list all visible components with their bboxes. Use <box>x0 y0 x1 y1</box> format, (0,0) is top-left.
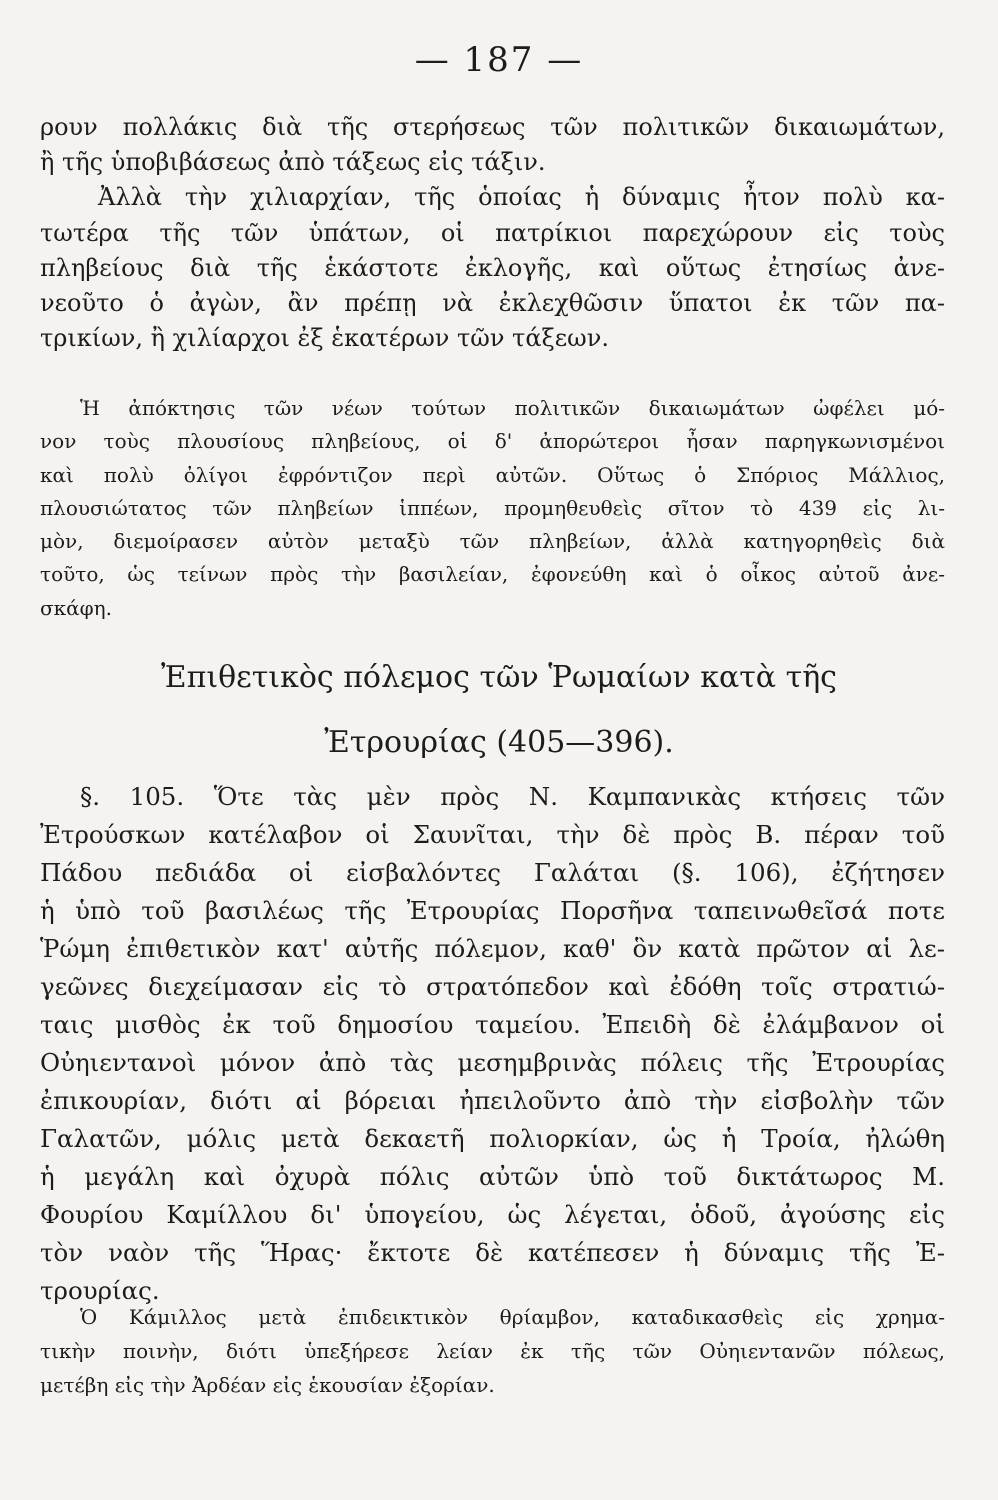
text-line: ἢ τῆς ὑποβιβάσεως ἀπὸ τάξεως εἰς τάξιν. <box>40 148 546 177</box>
text-line: νεοῦτο ὁ ἀγὼν, ἂν πρέπῃ νὰ ἐκλεχθῶσιν ὕπατοι ἐκ τῶν πα- <box>40 289 945 318</box>
note-line: μετέβη εἰς τὴν Ἀρδέαν εἰς ἑκουσίαν ἐξορίαν. <box>40 1373 495 1397</box>
text-line: Ἀλλὰ τὴν χιλιαρχίαν, τῆς ὁποίας ἡ δύναμις ἦτον πολὺ κα- <box>98 183 945 212</box>
note-line: νον τοὺς πλουσίους πληβείους, οἱ δ' ἀπορώτεροι ἦσαν παρηγκωνισμένοι <box>40 429 945 454</box>
text-line: ἡ μεγάλη καὶ ὀχυρὰ πόλις αὐτῶν ὑπὸ τοῦ δικτάτωρος Μ. <box>40 1162 945 1191</box>
section-heading-subtitle: Ἐτρουρίας (405—396). <box>324 725 674 760</box>
text-line: τρικίων, ἢ χιλίαρχοι ἐξ ἑκατέρων τῶν τάξεων. <box>40 324 609 353</box>
text-line: Ἐτρούσκων κατέλαβον οἱ Σαυνῖται, τὴν δὲ πρὸς Β. πέραν τοῦ <box>40 820 945 849</box>
text-line: τὸν ναὸν τῆς Ἥρας· ἔκτοτε δὲ κατέπεσεν ἡ δύναμις τῆς Ἐ- <box>40 1238 945 1267</box>
text-line: Πάδου πεδιάδα οἱ εἰσβαλόντες Γαλάται (§. 106), ἐζήτησεν <box>40 858 945 887</box>
paragraph-section-105 <box>40 778 945 1310</box>
text-line: ἐπικουρίαν, διότι αἱ βόρειαι ἠπειλοῦντο ἀπὸ τὴν εἰσβολὴν τῶν <box>40 1086 945 1115</box>
text-line: γεῶνες διεχείμασαν εἰς τὸ στρατόπεδον καὶ ἐδόθη τοῖς στρατιώ- <box>40 972 945 1001</box>
text-line: ρουν πολλάκις διὰ τῆς στερήσεως τῶν πολιτικῶν δικαιωμάτων, <box>40 113 945 141</box>
note-line: πλουσιώτατος τῶν πληβείων ἱππέων, προμηθευθεὶς σῖτον τὸ 439 εἰς λι- <box>40 495 945 520</box>
note-line: τοῦτο, ὡς τείνων πρὸς τὴν βασιλείαν, ἐφονεύθη καὶ ὁ οἶκος αὐτοῦ ἀνε- <box>40 562 945 587</box>
text-line: Ῥώμη ἐπιθετικὸν κατ' αὐτῆς πόλεμον, καθ' ὃν κατὰ πρῶτον αἱ λε- <box>40 934 945 963</box>
small-print-note <box>40 392 945 625</box>
note-line: Ὁ Κάμιλλος μετὰ ἐπιδεικτικὸν θρίαμβον, καταδικασθεὶς εἰς χρημα- <box>80 1305 945 1329</box>
note-line: Ἡ ἀπόκτησις τῶν νέων τούτων πολιτικῶν δικαιωμάτων ὠφέλει μό- <box>80 396 945 420</box>
note-line: τικὴν ποινὴν, διότι ὑπεξήρεσε λείαν ἐκ τῆς τῶν Οὐηιεντανῶν πόλεως, <box>40 1339 945 1363</box>
page-number: — 187 — <box>414 40 584 80</box>
text-line: πληβείους διὰ τῆς ἑκάστοτε ἐκλογῆς, καὶ οὕτως ἐτησίως ἀνε- <box>40 253 945 282</box>
text-line: Φουρίου Καμίλλου δι' ὑπογείου, ὡς λέγεται, ὁδοῦ, ἀγούσης εἰς <box>40 1200 945 1229</box>
small-print-note-camillus <box>40 1300 945 1402</box>
text-line: ἡ ὑπὸ τοῦ βασιλέως τῆς Ἐτρουρίας Πορσῆνα ταπεινωθεῖσά ποτε <box>40 896 945 925</box>
text-line: τωτέρα τῆς τῶν ὑπάτων, οἱ πατρίκιοι παρεχώρουν εἰς τοὺς <box>40 218 945 247</box>
text-line: Οὐηιεντανοὶ μόνον ἀπὸ τὰς μεσημβρινὰς πόλεις τῆς Ἐτρουρίας <box>40 1048 945 1077</box>
note-line: καὶ πολὺ ὀλίγοι ἐφρόντιζον περὶ αὐτῶν. Οὕτως ὁ Σπόριος Μάλλιος, <box>40 462 945 487</box>
text-line: ταις μισθὸς ἐκ τοῦ δημοσίου ταμείου. Ἐπειδὴ δὲ ἐλάμβανον οἱ <box>40 1010 945 1039</box>
text-line: §. 105. Ὅτε τὰς μὲν πρὸς Ν. Καμπανικὰς κτήσεις τῶν <box>80 782 945 811</box>
note-line: μὸν, διεμοίρασεν αὐτὸν μεταξὺ τῶν πληβείων, ἀλλὰ κατηγορηθεὶς διὰ <box>40 529 945 554</box>
note-line: σκάφη. <box>40 595 113 620</box>
paragraph-top <box>40 110 945 356</box>
text-line: Γαλατῶν, μόλις μετὰ δεκαετῆ πολιορκίαν, ὡς ἡ Τροία, ἠλώθη <box>40 1124 945 1153</box>
section-heading: Ἐπιθετικὸς πόλεμος τῶν Ῥωμαίων κατὰ τῆς <box>161 660 837 695</box>
text-line: τρουρίας. <box>40 1276 160 1305</box>
